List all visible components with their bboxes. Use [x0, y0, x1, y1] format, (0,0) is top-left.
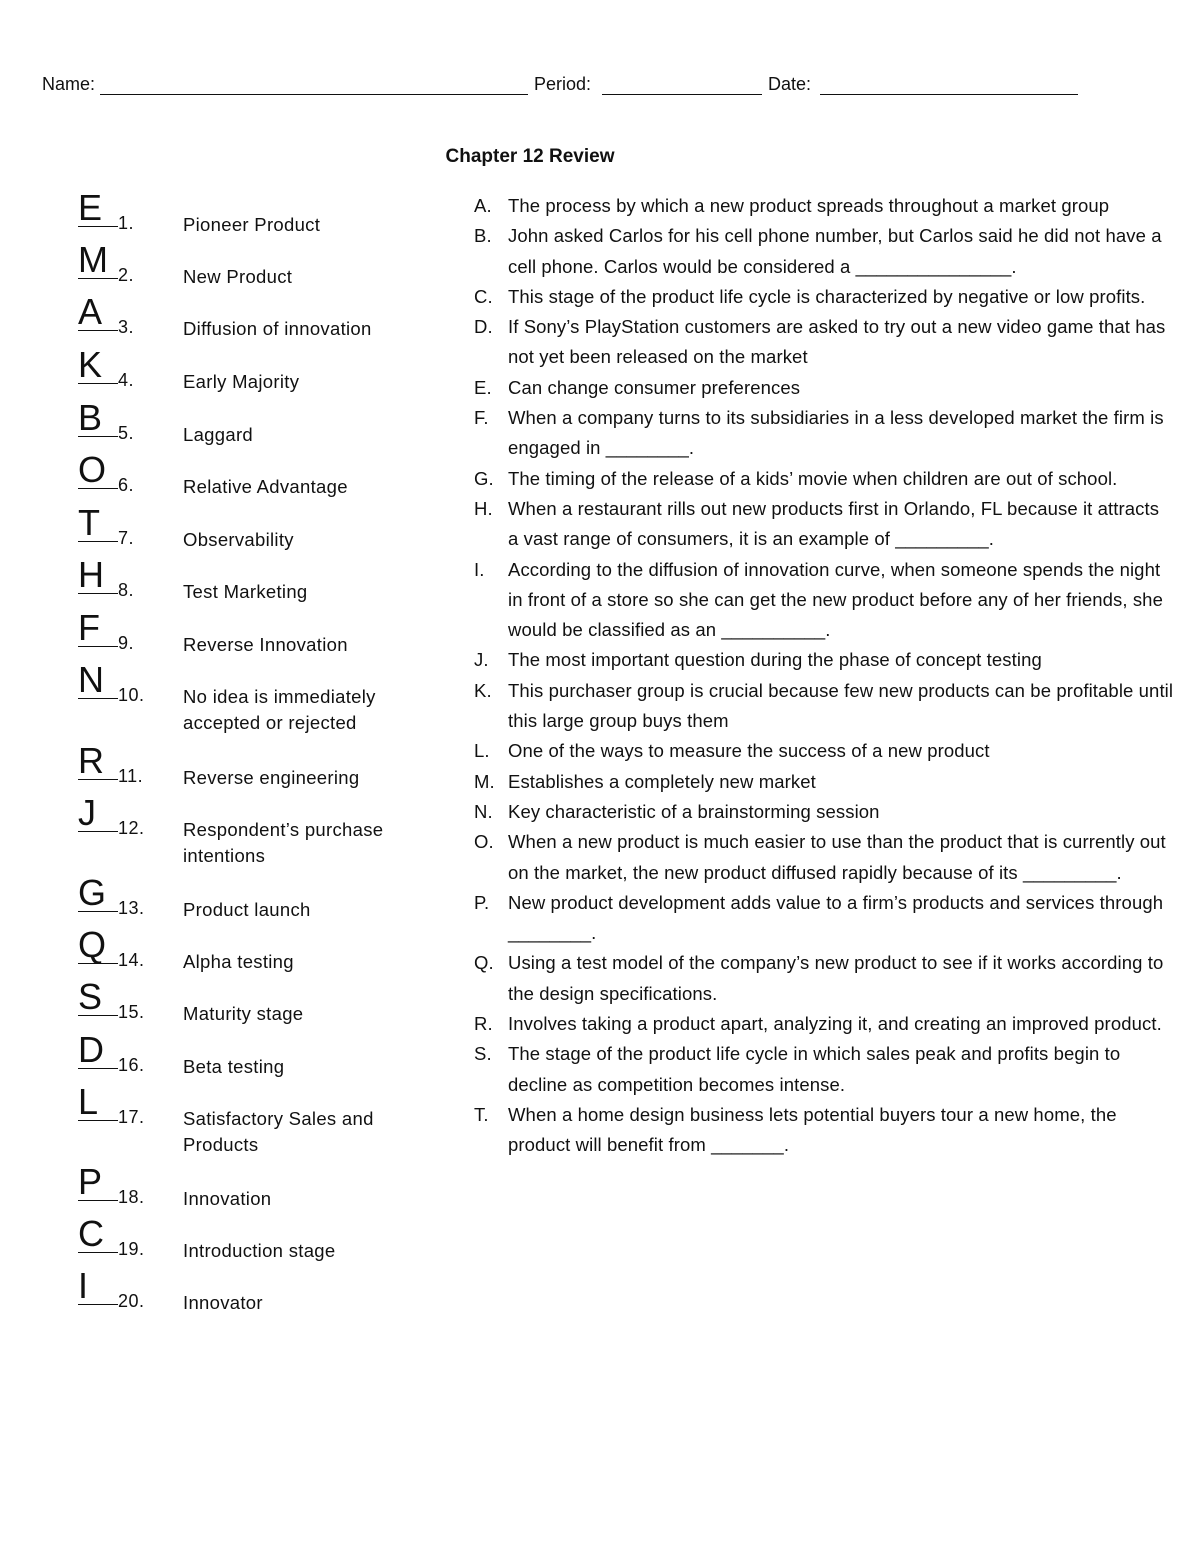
- answer-letter: K: [78, 344, 103, 385]
- definition-item: [474, 312, 1174, 373]
- definition-item: [474, 767, 1174, 797]
- definition-text: According to the diffusion of innovation curve, when someone spends the night in front of a store so she can get the new product before any of her friends, she would be classified as an __________.: [508, 558, 1163, 641]
- name-label: Name:: [42, 74, 96, 94]
- answer-blank: [78, 911, 118, 912]
- answer-blank: [78, 831, 118, 832]
- definition-letter: E.: [474, 376, 492, 398]
- definition-item: [474, 282, 1174, 312]
- definition-letter: K.: [474, 679, 492, 701]
- definition-letter: N.: [474, 800, 493, 822]
- answer-blank: [78, 383, 118, 384]
- definition-item: [474, 645, 1174, 675]
- answer-letter: E: [78, 187, 103, 228]
- definition-letter: H.: [474, 497, 493, 519]
- answer-letter: N: [78, 659, 104, 700]
- answer-letter: S: [78, 976, 103, 1017]
- header-fields: [42, 72, 1162, 102]
- item-term: Test Marketing: [183, 581, 308, 602]
- answer-blank: [78, 646, 118, 647]
- definition-letter: P.: [474, 891, 490, 913]
- answer-letter: O: [78, 449, 107, 490]
- definition-item: [474, 221, 1174, 282]
- answer-blank: [78, 1304, 118, 1305]
- definition-text: Establishes a completely new market: [508, 770, 816, 792]
- definition-letter: M.: [474, 770, 495, 792]
- definition-item: [474, 191, 1174, 221]
- answer-blank: [78, 278, 118, 279]
- answer-blank: [78, 436, 118, 437]
- answer-letter: R: [78, 740, 104, 781]
- item-number: 11.: [118, 766, 144, 786]
- item-term: Laggard: [183, 424, 253, 445]
- answer-letter: L: [78, 1081, 99, 1122]
- page-title: Chapter 12 Review: [445, 146, 615, 167]
- answer-letter: P: [78, 1161, 103, 1202]
- definition-letter: D.: [474, 316, 493, 338]
- definition-letter: B.: [474, 225, 492, 247]
- definition-text: If Sony’s PlayStation customers are asked to try out a new video game that has not yet been released on the market: [508, 316, 1166, 368]
- definition-letter: T.: [474, 1103, 489, 1125]
- answer-blank: [78, 226, 118, 227]
- item-term: Diffusion of innovation: [183, 318, 372, 339]
- item-number: 7.: [118, 528, 135, 548]
- item-term: Reverse engineering: [183, 767, 360, 788]
- definition-item: [474, 1100, 1174, 1161]
- answer-blank: [78, 541, 118, 542]
- item-number: 16.: [118, 1055, 145, 1075]
- definition-item: [474, 797, 1174, 827]
- item-number: 3.: [118, 317, 135, 337]
- item-number: 13.: [118, 898, 145, 918]
- definition-text: The timing of the release of a kids’ movie when children are out of school.: [508, 467, 1118, 489]
- definition-item: [474, 888, 1174, 949]
- definition-text: The most important question during the phase of concept testing: [508, 649, 1042, 671]
- item-number: 2.: [118, 265, 135, 285]
- definition-letter: S.: [474, 1043, 492, 1065]
- item-number: 9.: [118, 633, 135, 653]
- item-term: Satisfactory Sales and Products: [183, 1108, 374, 1155]
- definition-text: When a company turns to its subsidiaries in a less developed market the firm is engaged in ________.: [508, 407, 1164, 459]
- item-number: 20.: [118, 1291, 145, 1311]
- definition-text: The stage of the product life cycle in which sales peak and profits begin to decline as competition becomes intense.: [508, 1043, 1121, 1095]
- definition-item: [474, 403, 1174, 464]
- answer-blank: [78, 698, 118, 699]
- item-term: Innovator: [183, 1292, 263, 1313]
- item-term: New Product: [183, 266, 293, 287]
- answer-blank: [78, 488, 118, 489]
- answer-letter: I: [78, 1265, 89, 1306]
- name-blank: [100, 94, 528, 95]
- answer-letter: G: [78, 872, 107, 913]
- definition-letter: I.: [474, 558, 485, 580]
- answer-letter: J: [78, 792, 96, 833]
- item-term: Early Majority: [183, 371, 300, 392]
- definition-text: When a new product is much easier to use than the product that is currently out on the market, the new product diffused rapidly because of its _________.: [508, 831, 1166, 883]
- answer-letter: T: [78, 502, 100, 543]
- date-blank: [820, 94, 1078, 95]
- item-number: 1.: [118, 213, 135, 233]
- answer-blank: [78, 330, 118, 331]
- definition-letter: R.: [474, 1013, 493, 1035]
- item-number: 19.: [118, 1239, 145, 1259]
- item-number: 4.: [118, 370, 135, 390]
- definition-text: When a home design business lets potential buyers tour a new home, the product will benefit from _______.: [508, 1103, 1117, 1156]
- definition-letter: J.: [474, 649, 489, 671]
- period-blank: [602, 94, 762, 95]
- answer-blank: [78, 1252, 118, 1253]
- period-label: Period:: [534, 74, 592, 94]
- item-term: Beta testing: [183, 1056, 285, 1077]
- definition-item: [474, 676, 1174, 737]
- definition-item: [474, 736, 1174, 766]
- definition-text: Involves taking a product apart, analyzing it, and creating an improved product.: [508, 1013, 1162, 1035]
- answer-letter: F: [78, 607, 100, 648]
- definition-letter: L.: [474, 740, 490, 762]
- definition-item: [474, 494, 1174, 555]
- item-number: 8.: [118, 580, 135, 600]
- definition-letter: C.: [474, 285, 493, 307]
- item-number: 15.: [118, 1002, 145, 1022]
- item-term: Respondent’s purchase intentions: [183, 819, 384, 866]
- answer-letter: C: [78, 1213, 104, 1254]
- date-label: Date:: [768, 74, 812, 94]
- item-number: 14.: [118, 950, 145, 970]
- definition-letter: F.: [474, 407, 489, 429]
- definition-text: John asked Carlos for his cell phone number, but Carlos said he did not have a cell phone. Carlos would be considered a _______________.: [508, 225, 1162, 277]
- definition-text: Key characteristic of a brainstorming session: [508, 800, 880, 822]
- item-number: 18.: [118, 1187, 145, 1207]
- item-term: Reverse Innovation: [183, 634, 348, 655]
- definition-text: This stage of the product life cycle is characterized by negative or low profits.: [508, 285, 1146, 307]
- definition-letter: A.: [474, 195, 492, 216]
- answer-letter: A: [78, 291, 103, 332]
- definition-item: [474, 373, 1174, 403]
- item-number: 10.: [118, 685, 145, 705]
- definition-text: One of the ways to measure the success of a new product: [508, 740, 990, 762]
- definition-text: Using a test model of the company’s new product to see if it works according to the design specifications.: [508, 952, 1164, 1004]
- answer-blank: [78, 779, 118, 780]
- answer-blank: [78, 593, 118, 594]
- answer-blank: [78, 1200, 118, 1201]
- item-number: 6.: [118, 475, 135, 495]
- definition-item: [474, 464, 1174, 494]
- answer-blank: [78, 1015, 118, 1016]
- definition-text: When a restaurant rills out new products first in Orlando, FL because it attracts a vast range of consumers, it is an example of _________.: [508, 497, 1160, 550]
- definition-item: [474, 1039, 1174, 1100]
- item-term: Product launch: [183, 899, 311, 920]
- definition-item: [474, 555, 1174, 646]
- answer-letter: B: [78, 397, 103, 438]
- definition-item: [474, 827, 1174, 888]
- item-term: Pioneer Product: [183, 214, 321, 235]
- item-term: Relative Advantage: [183, 476, 348, 497]
- answer-letter: M: [78, 239, 108, 280]
- answer-letter: D: [78, 1029, 104, 1070]
- answer-blank: [78, 1120, 118, 1121]
- definition-item: [474, 948, 1174, 1009]
- answer-letter: Q: [78, 924, 107, 965]
- item-number: 5.: [118, 423, 135, 443]
- item-number: 12.: [118, 818, 145, 838]
- item-term: Innovation: [183, 1188, 272, 1209]
- item-term: Maturity stage: [183, 1003, 304, 1024]
- definition-text: Can change consumer preferences: [508, 376, 801, 398]
- item-term: Alpha testing: [183, 951, 294, 972]
- item-term: Observability: [183, 529, 294, 550]
- answer-blank: [78, 963, 118, 964]
- answer-letter: H: [78, 554, 104, 595]
- definition-item: [474, 1009, 1174, 1039]
- item-term: Introduction stage: [183, 1240, 336, 1261]
- definitions-list: [474, 191, 1174, 1161]
- item-term: No idea is immediately accepted or rejected: [183, 686, 376, 733]
- definition-text: The process by which a new product spreads throughout a market group: [508, 195, 1110, 216]
- item-number: 17.: [118, 1107, 145, 1127]
- definition-letter: G.: [474, 467, 494, 489]
- definition-letter: O.: [474, 831, 494, 853]
- answer-blank: [78, 1068, 118, 1069]
- definition-letter: Q.: [474, 952, 494, 974]
- definition-text: New product development adds value to a firm’s products and services through ________.: [508, 891, 1164, 944]
- definition-text: This purchaser group is crucial because few new products can be profitable until this large group buys them: [508, 679, 1174, 732]
